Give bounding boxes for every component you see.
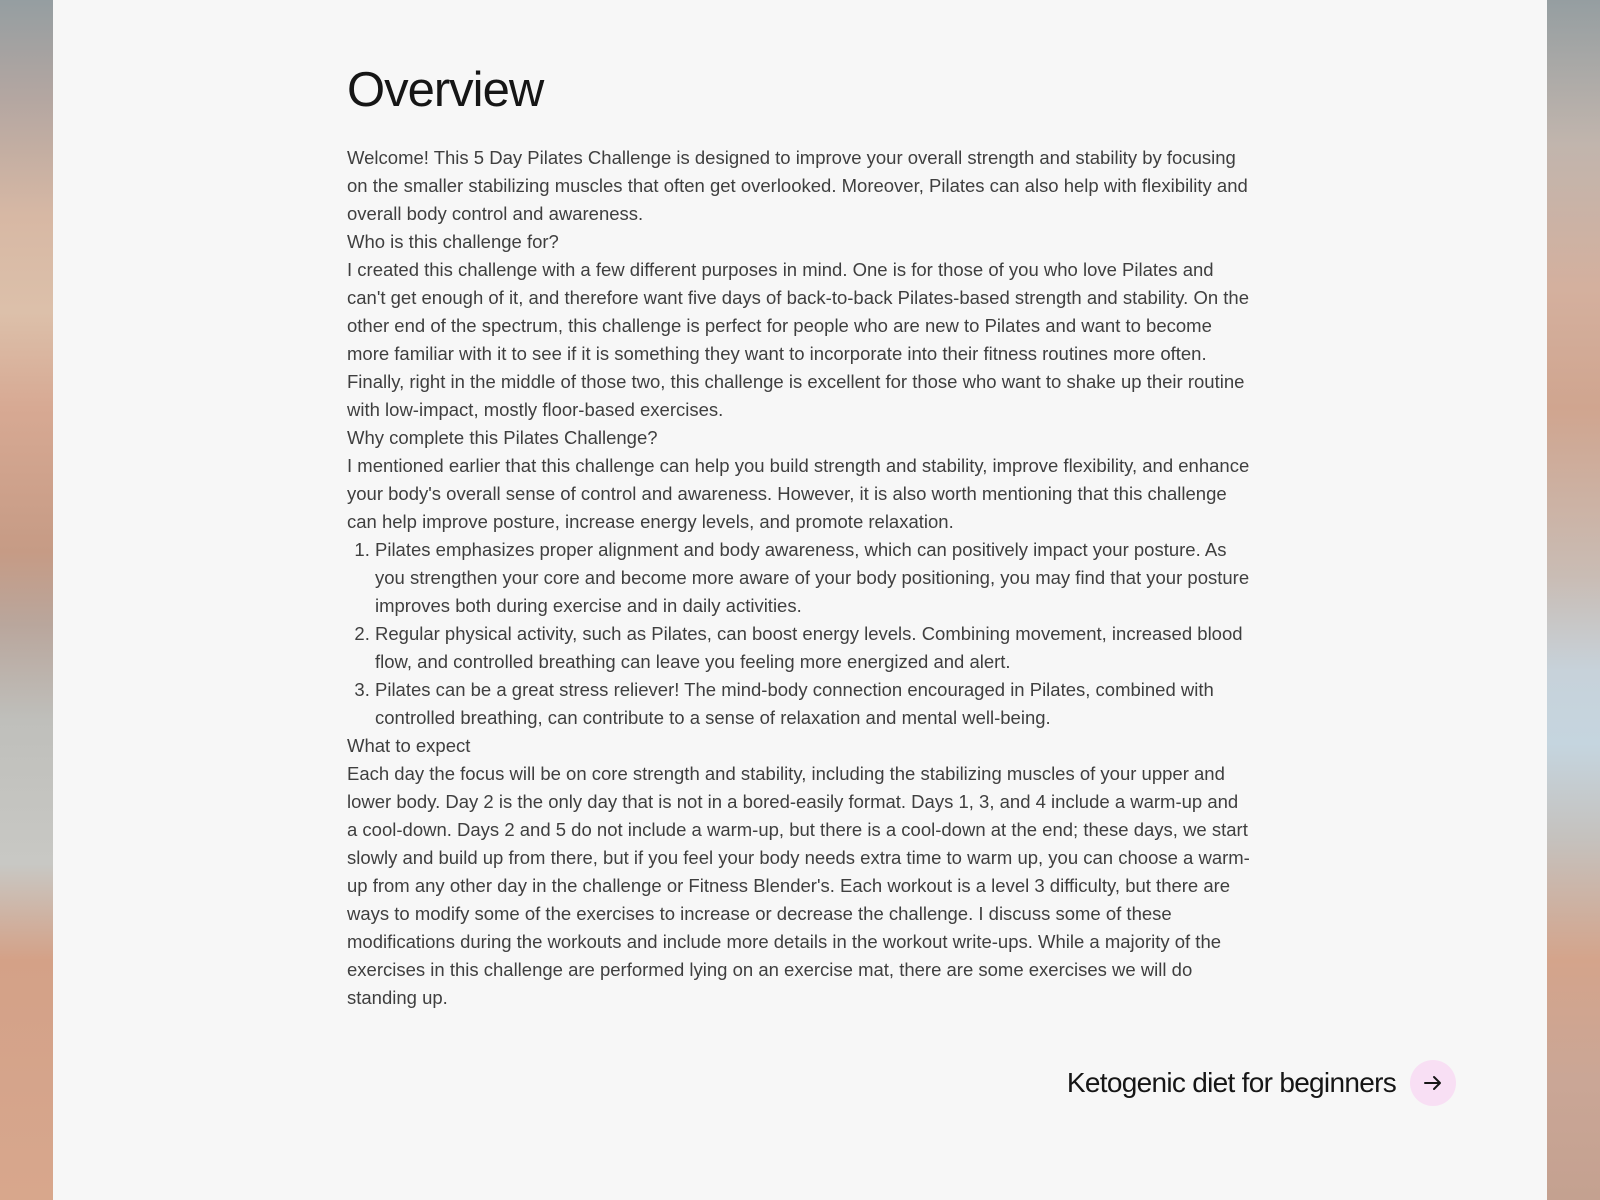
list-item: 3. Pilates can be a great stress reliever! The mind-body connection encouraged in Pilates, combined with controlled breathing, can contribute to a sense of relaxation and mental well-being.: [375, 676, 1252, 732]
benefits-list: [347, 536, 1252, 732]
section-heading-expect: What to expect: [347, 735, 471, 756]
article-panel: [53, 0, 1547, 1200]
list-item: 1. Pilates emphasizes proper alignment and body awareness, which can positively impact your posture. As you strengthen your core and become more aware of your body positioning, you may find that your posture improves both during exercise and in daily activities.: [375, 536, 1252, 620]
background-right: [1547, 0, 1600, 1200]
section-heading-why: Why complete this Pilates Challenge?: [347, 427, 658, 448]
next-article-label[interactable]: Ketogenic diet for beginners: [1066, 1067, 1396, 1098]
section-body-expect: Each day the focus will be on core strength and stability, including the stabilizing muscles of your upper and lower body. Day 2 is the only day that is not in a bored-easily format. Days 1, 3, and 4 include a warm-up and a cool-down. Days 2 and 5 do not include a warm-up, but there is a cool-down at the end; these days, we start slowly and build up from there, but if you feel your body needs extra time to warm up, you can choose a warm-up from any other day in the challenge or Fitness Blender's. Each workout is a level 3 difficulty, but there are ways to modify some of the exercises to increase or decrease the challenge. I discuss some of these modifications during the workouts and include more details in the workout write-ups. While a majority of the exercises in this challenge are performed lying on an exercise mat, there are some exercises we will do standing up.: [347, 763, 1250, 1008]
next-article-link[interactable]: [1067, 1060, 1456, 1106]
next-article-button[interactable]: [1410, 1060, 1456, 1106]
overview-article: [347, 56, 1252, 1012]
list-item: 2. Regular physical activity, such as Pilates, can boost energy levels. Combining movement, increased blood flow, and controlled breathing can leave you feeling more energized and alert.: [375, 620, 1252, 676]
intro-paragraph: Welcome! This 5 Day Pilates Challenge is designed to improve your overall strength and stability by focusing on the smaller stabilizing muscles that often get overlooked. Moreover, Pilates can also help with flexibility and overall body control and awareness.: [347, 147, 1248, 224]
page-title: Overview: [347, 63, 544, 117]
section-body-why: I mentioned earlier that this challenge can help you build strength and stability, improve flexibility, and enhance your body's overall sense of control and awareness. However, it is also worth mentioning that this challenge can help improve posture, increase energy levels, and promote relaxation.: [347, 455, 1250, 532]
arrow-right-icon: [1421, 1071, 1445, 1095]
section-body-who: I created this challenge with a few different purposes in mind. One is for those of you who love Pilates and can't get enough of it, and therefore want five days of back-to-back Pilates-based strength and stability. On the other end of the spectrum, this challenge is perfect for people who are new to Pilates and want to become more familiar with it to see if it is something they want to incorporate into their fitness routines more often. Finally, right in the middle of those two, this challenge is excellent for those who want to shake up their routine with low-impact, mostly floor-based exercises.: [347, 259, 1249, 420]
section-heading-who: Who is this challenge for?: [347, 231, 559, 252]
